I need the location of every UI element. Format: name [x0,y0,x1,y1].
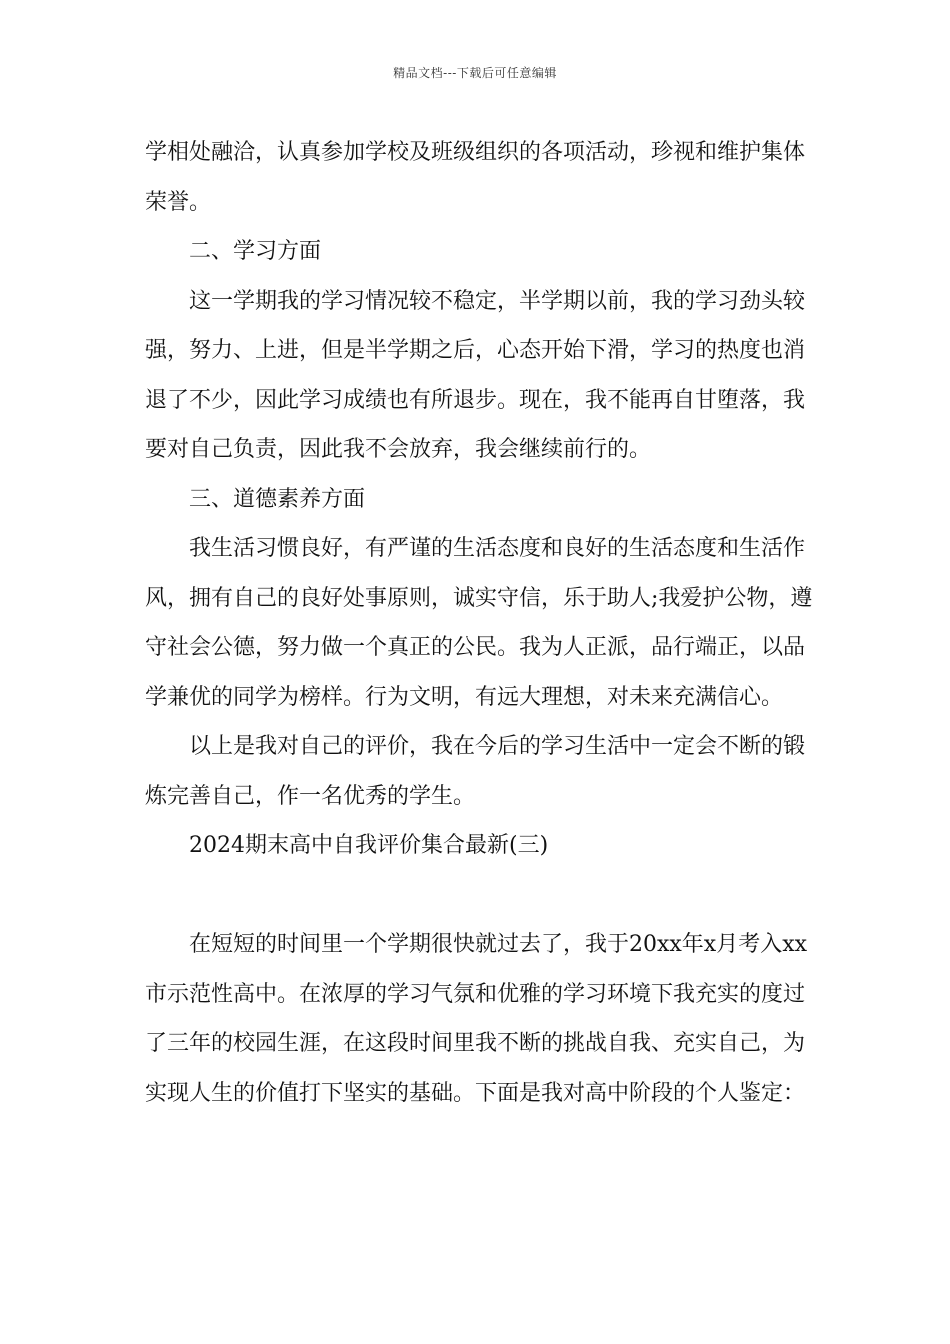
paragraph: 在短短的时间里一个学期很快就过去了，我于20xx年x月考入xx市示范性高中。在浓厚的学习气氛和优雅的学习环境下我充实的度过了三年的校园生涯，在这段时间里我不断的挑战自我、充实自己，为实现人生的价值打下坚实的基础。下面是我对高中阶段的个人鉴定： [145,932,808,1106]
paragraph: 学相处融洽，认真参加学校及班级组织的各项活动，珍视和维护集体荣誉。 [145,140,806,215]
document-body [145,128,815,1118]
paragraph: 我生活习惯良好，有严谨的生活态度和良好的生活态度和生活作风，拥有自己的良好处事原则，诚实守信，乐于助人;我爱护公物，遵守社会公德，努力做一个真正的公民。我为人正派，品行端正，以品学兼优的同学为榜样。行为文明，有远大理想，对未来充满信心。 [145,536,813,710]
section-heading: 三、道德素养方面 [189,486,366,512]
article-title: 2024期末高中自我评价集合最新(三) [189,833,549,858]
section-heading: 二、学习方面 [189,239,322,264]
page-header: 精品文档---下载后可任意编辑 [393,66,557,80]
paragraph: 以上是我对自己的评价，我在今后的学习生活中一定会不断的锻炼完善自己，作一名优秀的学生。 [145,734,806,809]
paragraph: 这一学期我的学习情况较不稳定，半学期以前，我的学习劲头较强，努力、上进，但是半学期之后，心态开始下滑，学习的热度也消退了不少，因此学习成绩也有所退步。现在，我不能再自甘堕落，我要对自己负责，因此我不会放弃，我会继续前行的。 [145,288,806,462]
blank-line [145,871,815,921]
